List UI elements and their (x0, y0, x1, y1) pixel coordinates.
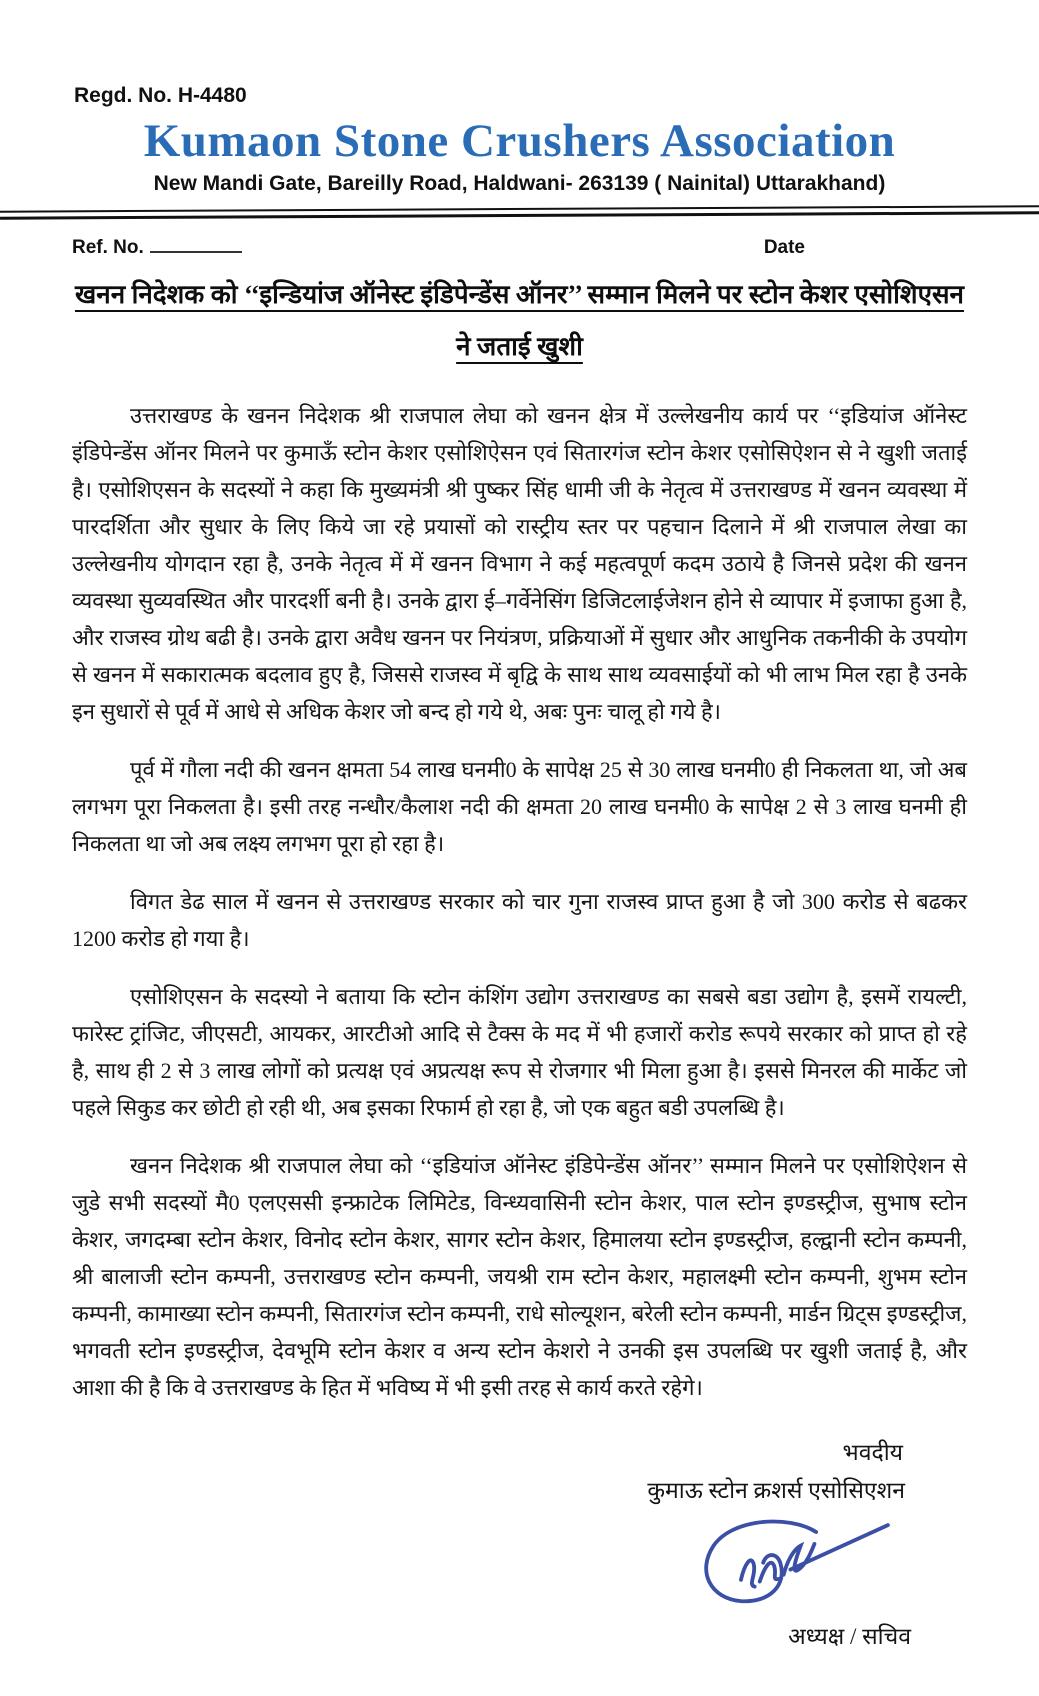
ref-blank-line (150, 235, 242, 253)
ref-number-field (72, 235, 242, 259)
association-address: New Mandi Gate, Bareilly Road, Haldwani- 263139 ( Nainital) Uttarakhand) (153, 172, 886, 195)
paragraph-5: खनन निदेशक श्री राजपाल लेघा को ‘‘इडियांज ऑनेस्ट इंडिपेन्डेंस ऑनर’’ सम्मान मिलने पर एसोशिऐशन से जुडे सभी सदस्यों मै0 एलएससी इन्फ्राटेक लिमिटेड, विन्ध्यवासिनी स्टोन केशर, पाल स्टोन इण्डस्ट्रीज, सुभाष स्टोन केशर, जगदम्बा स्टोन केशर, विनोद स्टोन केशर, सागर स्टोन केशर, हिमालया स्टोन इण्डस्ट्रीज, हल्द्वानी स्टोन कम्पनी, श्री बालाजी स्टोन कम्पनी, उत्तराखण्ड स्टोन कम्पनी, जयश्री राम स्टोन केशर, महालक्ष्मी स्टोन कम्पनी, शुभम स्टोन कम्पनी, कामाख्या स्टोन कम्पनी, सितारगंज स्टोन कम्पनी, राधे सोल्यूशन, बरेली स्टोन कम्पनी, मार्डन ग्रिट्स इण्डस्ट्रीज, भगवती स्टोन इण्डस्ट्रीज, देवभूमि स्टोन केशर व अन्य स्टोन केशरो ने उनकी इस उपलब्धि पर खुशी जताई है, और आशा की है कि वे उत्तराखण्ड के हित में भविष्य में भी इसी तरह से कार्य करते रहेगे। (72, 1153, 967, 1400)
paragraph-1: उत्तराखण्ड के खनन निदेशक श्री राजपाल लेघा को खनन क्षेत्र में उल्लेखनीय कार्य पर ‘‘इडियांज ऑनेस्ट इंडिपेन्डेंस ऑनर मिलने पर कुमाऊँ स्टोन केशर एसोशिऐसन एवं सितारगंज स्टोन केशर एसोसिऐशन से ने खुशी जताई है। एसोशिएसन के सदस्यों ने कहा कि मुख्यमंत्री श्री पुष्कर सिंह धामी जी के नेतृत्व में उत्तराखण्ड में खनन व्यवस्था में पारदर्शिता और सुधार के लिए किये जा रहे प्रयासों को रास्ट्रीय स्तर पर पहचान दिलाने में श्री राजपाल लेखा का उल्लेखनीय योगदान रहा है, उनके नेतृत्व में में खनन विभाग ने कई महत्वपूर्ण कदम उठाये है जिनसे प्रदेश की खनन व्यवस्था सुव्यवस्थित और पारदर्शी बनी है। उनके द्वारा ई–गर्वेनेसिंग डिजिटलाईजेशन होने से व्यापार में इजाफा हुआ है, और राजस्व ग्रोथ बढी है। उनके द्वारा अवैध खनन पर नियंत्रण, प्रक्रियाओं में सुधार और आधुनिक तकनीकी के उपयोग से खनन में सकारात्मक बदलाव हुए है, जिससे राजस्व में बृद्वि के साथ साथ व्यवसाईयों को भी लाभ मिल रहा है उनके इन सुधारों से पूर्व में आधे से अधिक केशर जो बन्द हो गये थे, अबः पुनः चालू हो गये है। (72, 403, 967, 724)
date-label: Date (763, 237, 805, 258)
handwritten-signature-icon (688, 1512, 893, 1622)
registration-number: Regd. No. H-4480 (74, 84, 247, 107)
press-release-headline: खनन निदेशक को ‘‘इन्डियांज ऑनेस्ट इंडिपेन्डेंस ऑनर’’ सम्मान मिलने पर स्टोन केशर एसोशिएसन ने जताई खुशी (75, 280, 964, 361)
signature-block (72, 1434, 967, 1656)
paragraph-4: एसोशिएसन के सदस्यो ने बताया कि स्टोन कंशिंग उद्योग उत्तराखण्ड का सबसे बडा उद्योग है, इसमें रायल्टी, फारेस्ट ट्रांजिट, जीएसटी, आयकर, आरटीओ आदि से टैक्स के मद में भी हजारों करोड रूपये सरकार को प्राप्त हो रहे है, साथ ही 2 से 3 लाख लोगों को प्रत्यक्ष एवं अप्रत्यक्ष रूप से रोजगार भी मिला हुआ है। इससे मिनरल की मार्केट जो पहले सिकुड कर छोटी हो रही थी, अब इसका रिफार्म हो रहा है, जो एक बहुत बडी उपलब्धि है। (72, 984, 967, 1120)
header-divider (0, 205, 1039, 219)
ref-date-row (72, 235, 967, 259)
paragraph-2: पूर्व में गौला नदी की खनन क्षमता 54 लाख घनमी0 के सापेक्ष 25 से 30 लाख घनमी0 ही निकलता था, जो अब लगभग पूरा निकलता है। इसी तरह नन्धौर/कैलाश नदी की क्षमता 20 लाख घनमी0 के सापेक्ष 2 से 3 लाख घनमी ही निकलता था जो अब लक्ष्य लगभग पूरा हो रहा है। (72, 757, 967, 856)
letter-body (72, 397, 967, 1406)
ref-label: Ref. No. (72, 237, 144, 258)
signature-designation: अध्यक्ष / सचिव (788, 1624, 911, 1649)
signature-organization: कुमाऊ स्टोन क्रशर्स एसोसिएशन (647, 1478, 905, 1503)
association-title: Kumaon Stone Crushers Association (143, 115, 896, 167)
signature-closing: भवदीय (842, 1440, 903, 1465)
paragraph-3: विगत डेढ साल में खनन से उत्तराखण्ड सरकार को चार गुना राजस्व प्राप्त हुआ है जो 300 करोड से बढकर 1200 करोड हो गया है। (72, 889, 967, 951)
